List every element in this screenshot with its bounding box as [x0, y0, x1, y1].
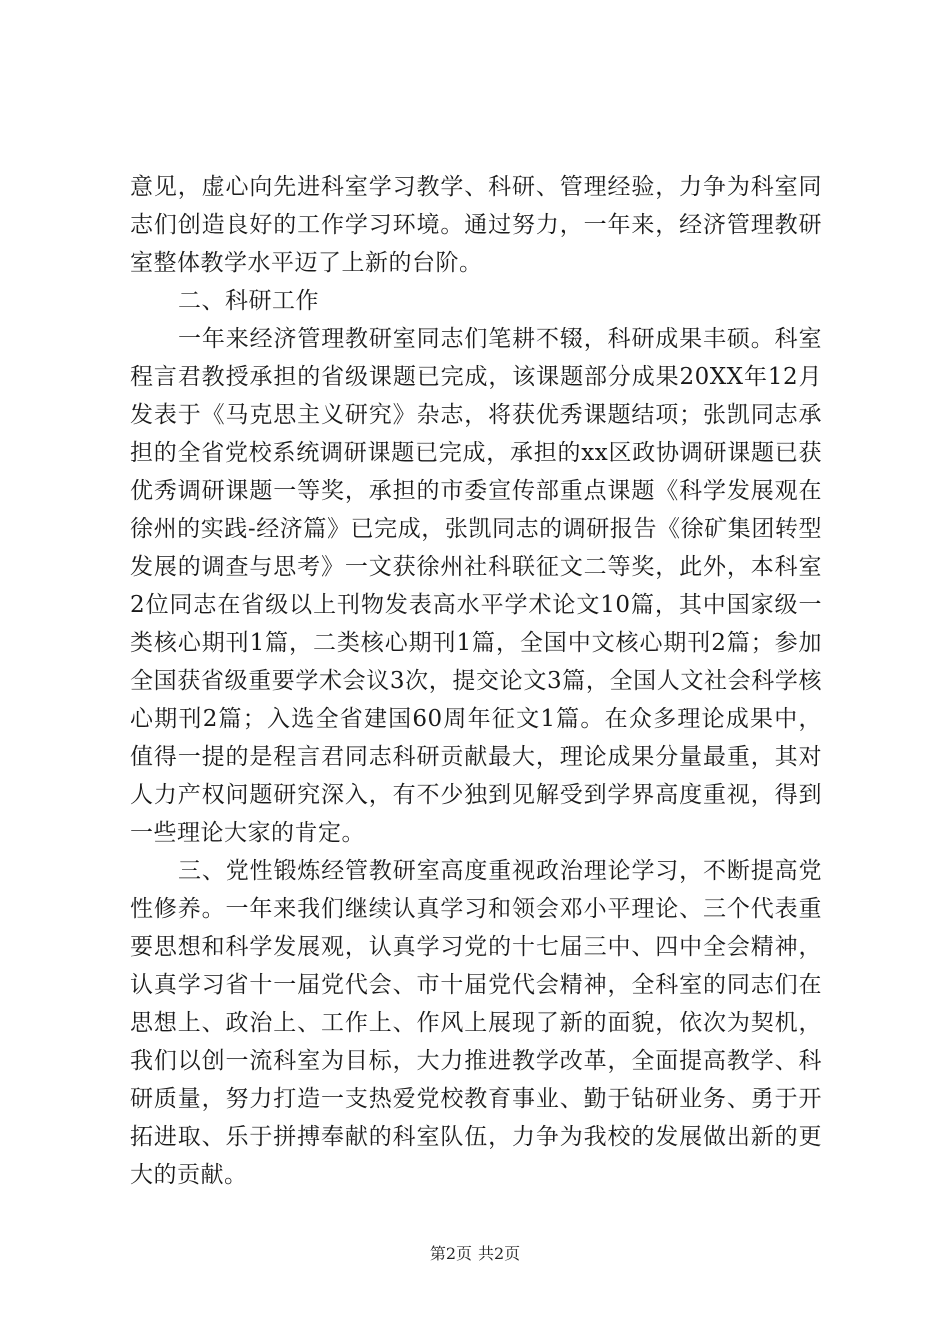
section-heading-research: 二、科研工作 [178, 288, 319, 314]
document-body [130, 168, 822, 1194]
paragraph-intro-continuation: 意见，虚心向先进科室学习教学、科研、管理经验，力争为科室同志们创造良好的工作学习环境。通过努力，一年来，经济管理教研室整体教学水平迈了上新的台阶。 [130, 174, 822, 276]
page-footer [0, 1244, 950, 1264]
paragraph-party-training: 三、党性锻炼经管教研室高度重视政治理论学习，不断提高党性修养。一年来我们继续认真学习和领会邓小平理论、三个代表重要思想和科学发展观，认真学习党的十七届三中、四中全会精神，认真学习省十一届党代会、市十届党代会精神，全科室的同志们在思想上、政治上、工作上、作风上展现了新的面貌，依次为契机，我们以创一流科室为目标，大力推进教学改革，全面提高教学、科研质量，努力打造一支热爱党校教育事业、勤于钻研业务、勇于开拓进取、乐于拼搏奉献的科室队伍，力争为我校的发展做出新的更大的贡献。 [130, 858, 822, 1188]
page-number-current: 第2页 [429, 1244, 472, 1263]
paragraph-research-work: 一年来经济管理教研室同志们笔耕不辍，科研成果丰硕。科室程言君教授承担的省级课题已完成，该课题部分成果20XX年12月发表于《马克思主义研究》杂志，将获优秀课题结项；张凯同志承担的全省党校系统调研课题已完成，承担的xx区政协调研课题已获优秀调研课题一等奖，承担的市委宣传部重点课题《科学发展观在徐州的实践-经济篇》已完成，张凯同志的调研报告《徐矿集团转型发展的调查与思考》一文获徐州社科联征文二等奖，此外，本科室2位同志在省级以上刊物发表高水平学术论文10篇，其中国家级一类核心期刊1篇，二类核心期刊1篇，全国中文核心期刊2篇；参加全国获省级重要学术会议3次，提交论文3篇，全国人文社会科学核心期刊2篇；入选全省建国60周年征文1篇。在众多理论成果中，值得一提的是程言君同志科研贡献最大，理论成果分量最重，其对人力产权问题研究深入，有不少独到见解受到学界高度重视，得到一些理论大家的肯定。 [130, 326, 823, 846]
page-number-total: 共2页 [478, 1244, 521, 1263]
